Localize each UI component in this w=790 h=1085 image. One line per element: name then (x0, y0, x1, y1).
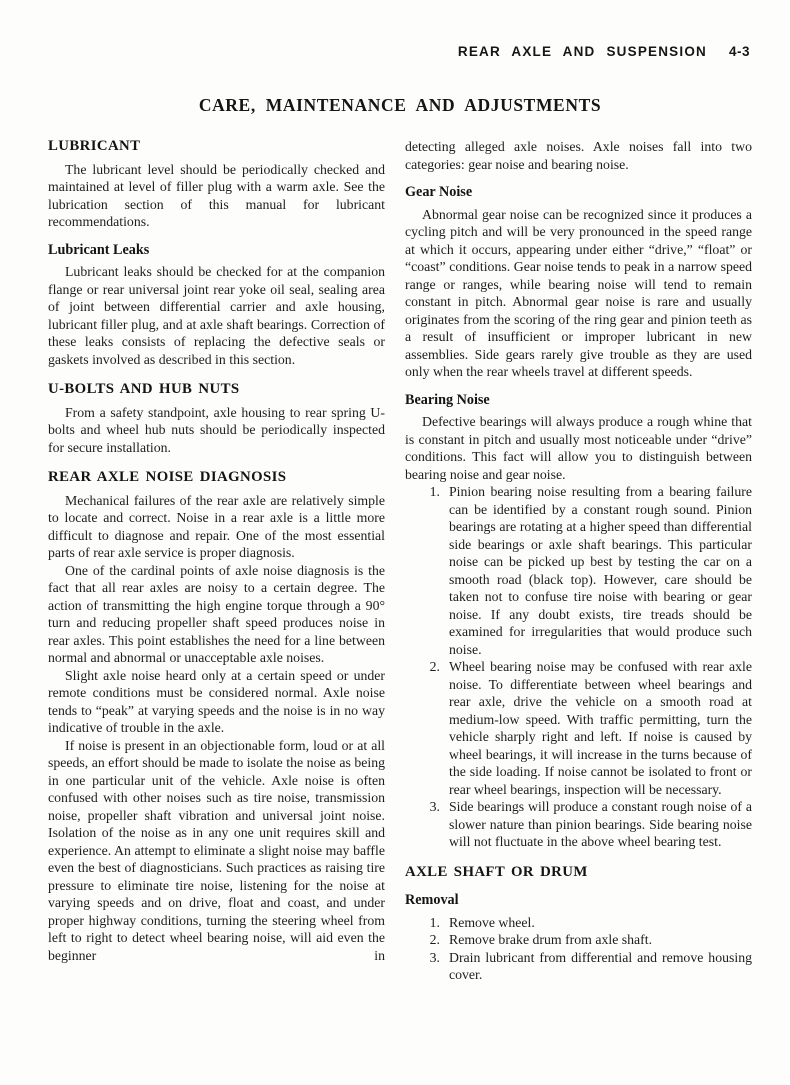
list-number: 2. (429, 932, 440, 947)
list-item-pinion-bearing (405, 483, 752, 658)
list-text: Remove brake drum from axle shaft. (449, 932, 653, 947)
running-header (48, 44, 752, 59)
heading-axle-shaft-or-drum: AXLE SHAFT OR DRUM (405, 863, 588, 880)
heading-removal: Removal (405, 892, 459, 908)
paragraph-lubricant: The lubricant level should be periodically checked and maintained at level of filler plug with a warm axle. See the lubrication section of this manual for lubricant recommendations. (48, 161, 385, 229)
list-text: Side bearings will produce a constant rough noise of a slower nature than pinion bearings. Side bearing noise will not fluctuate in the above wheel bearing test. (449, 799, 752, 849)
list-number: 1. (429, 914, 440, 930)
list-number: 2. (429, 659, 440, 674)
paragraph-noise-2: One of the cardinal points of axle noise diagnosis is the fact that all rear axles are noisy to a certain degree. The action of transmitting the high engine torque through a 90° turn and reducing propeller shaft speed produces noise in rear axles. This point establishes the need for a line between normal and abnormal or unacceptable axle noises. (48, 562, 385, 665)
heading-rear-axle-noise-diagnosis: REAR AXLE NOISE DIAGNOSIS (48, 469, 287, 485)
paragraph-continuation: detecting alleged axle noises. Axle noises fall into two categories: gear noise and bearing noise. (405, 139, 752, 172)
paragraph-lubricant-leaks: Lubricant leaks should be checked for at the companion flange or rear universal joint rear yoke oil seal, sealing area of joint between differential carrier and axle housing, lubricant filler plug, and at axle shaft bearings. Correction of these leaks consists of replacing the defective seals or gaskets involved as described in this section. (48, 264, 385, 367)
paragraph-bearing-noise: Defective bearings will always produce a rough whine that is constant in pitch and usually most noticeable under “drive” conditions. This fact will allow you to distinguish between bearing noise and gear noise. (405, 414, 752, 482)
right-column (405, 138, 752, 984)
list-item-remove-brake-drum (405, 931, 752, 949)
list-item-side-bearing (405, 798, 752, 851)
list-item-wheel-bearing (405, 658, 752, 798)
list-number: 1. (429, 484, 440, 499)
page-number: 4-3 (728, 44, 750, 59)
heading-gear-noise: Gear Noise (405, 184, 473, 200)
paragraph-gear-noise: Abnormal gear noise can be recognized since it produces a cycling pitch and will be very pronounced in the speed range at which it occurs, appearing under either “drive,” “float” or “coast” conditions. Gear noise tends to peak in a narrow speed range or ranges, while bearing noise will tend to remain constant in pitch. Abnormal gear noise is rare and usually originates from the scoring of the ring gear and pinion teeth as a result of insufficient or improper lubricant in new assemblies. Side gears rarely give trouble as they are used only when the rear wheels travel at different speeds. (405, 206, 752, 379)
list-number: 3. (429, 949, 440, 965)
heading-ubolts-hub-nuts: U-BOLTS AND HUB NUTS (48, 381, 240, 397)
list-text: Remove wheel. (449, 914, 535, 930)
heading-bearing-noise: Bearing Noise (405, 391, 490, 408)
page-title: CARE, MAINTENANCE AND ADJUSTMENTS (198, 95, 602, 115)
list-number: 3. (429, 799, 440, 814)
paragraph-noise-4: If noise is present in an objectionable form, loud or at all speeds, an effort should be made to isolate the noise as being in one particular unit of the vehicle. Axle noise is often confused with other noises such as tire noise, transmission noise, propeller shaft vibration and universal joint noise. Isolation of the noise as in any one unit requires skill and experience. An attempt to eliminate a slight noise may baffle even the best of diagnosticians. Such practices as raising tire pressure to eliminate tire noise, listening for the noise at varying speeds and on drive, float and coast, and under proper highway conditions, turning the steering wheel from left to right to detect wheel bearing noise, will aid even the beginner in (48, 737, 385, 963)
paragraph-noise-3: Slight axle noise heard only at a certain speed or under remote conditions must be considered normal. Axle noise tends to “peak” at varying speeds and the noise is in no way indicative of trouble in the axle. (48, 667, 385, 735)
paragraph-noise-1: Mechanical failures of the rear axle are relatively simple to locate and correct. Noise in a rear axle is a little more difficult to diagnose and repair. One of the most essential parts of rear axle service is proper diagnosis. (48, 492, 385, 560)
list-text: Pinion bearing noise resulting from a bearing failure can be identified by a constant rough sound. Pinion bearings are rotating at a higher speed than differential side bearings or axle shaft bearings. This particular noise can be picked up best by testing the car on a smooth road (black top). However, care should be taken not to confuse tire noise with bearing or gear noise. If any doubt exists, tire treads should be examined for irregularities that would produce such noise. (449, 484, 752, 657)
list-item-remove-wheel (405, 914, 752, 932)
running-header-title: REAR AXLE AND SUSPENSION (457, 44, 707, 59)
left-column (48, 138, 385, 984)
paragraph-ubolts: From a safety standpoint, axle housing to rear spring U-bolts and wheel hub nuts should be periodically inspected for secure installation. (48, 404, 385, 455)
two-column-body (48, 138, 752, 984)
list-item-drain-lubricant (405, 949, 752, 984)
heading-lubricant-leaks: Lubricant Leaks (48, 241, 150, 258)
list-text: Drain lubricant from differential and remove housing cover. (449, 949, 752, 982)
list-text: Wheel bearing noise may be confused with rear axle noise. To differentiate between wheel bearings and rear axle, drive the vehicle on a smooth road at medium-low speed. With traffic permitting, turn the vehicle sharply right and left. If noise is caused by wheel bearings, it will increase in the turns because of the side loading. If noise cannot be isolated to front or rear wheel bearings, inspection will be necessary. (449, 659, 752, 797)
heading-lubricant: LUBRICANT (48, 138, 141, 154)
